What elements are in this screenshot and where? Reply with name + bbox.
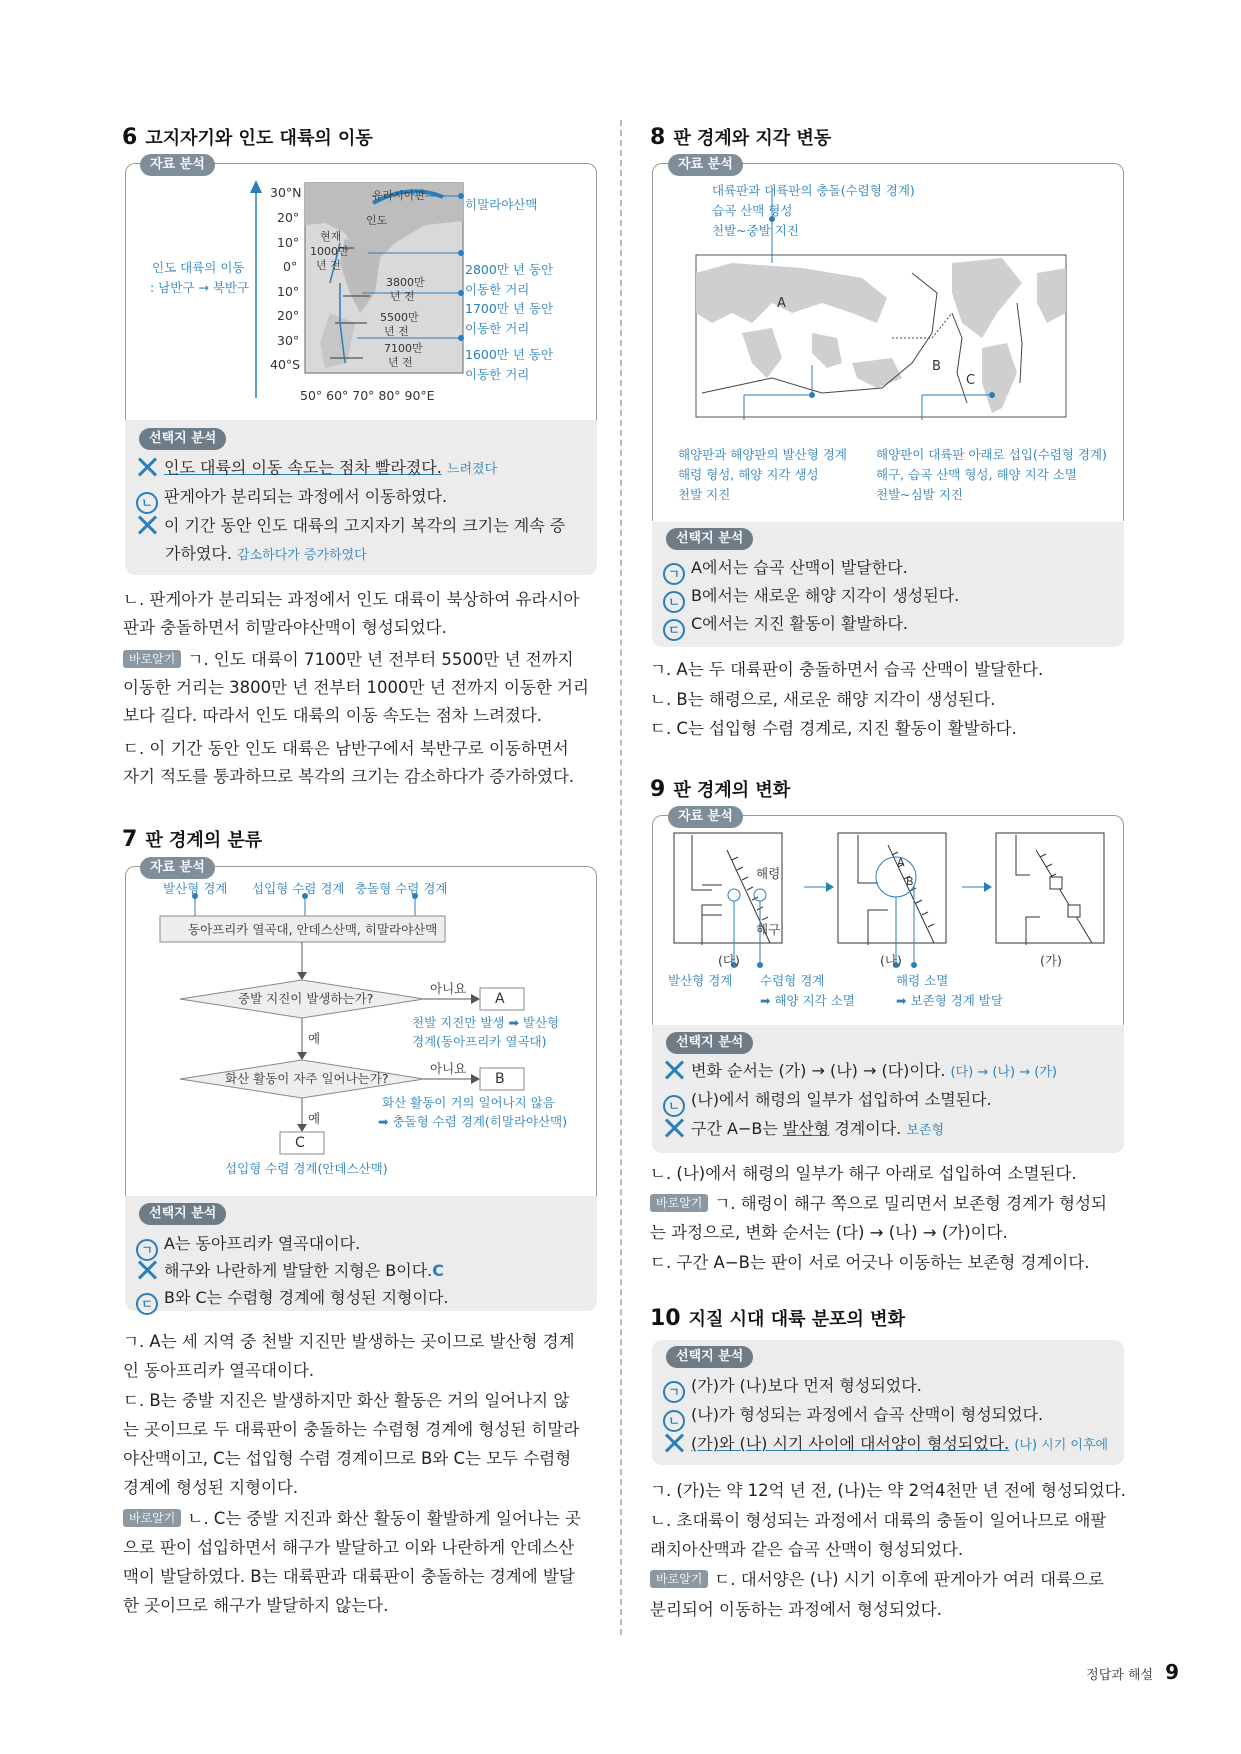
circle-mark-icon: ㄷ: [136, 1293, 158, 1315]
right-note: 2800만 년 동안: [465, 262, 554, 277]
option-item: ㄴ 판게아가 분리되는 과정에서 이동하였다.: [136, 484, 447, 514]
map-point-B: B: [932, 359, 941, 374]
section-title-text: 고지자기와 인도 대륙의 이동: [145, 128, 373, 149]
section-8-title: [650, 124, 831, 150]
option-item: ㄱ A는 동아프리카 열곡대이다.: [136, 1231, 360, 1261]
figure-note: ➡ 해양 지각 소멸: [760, 993, 855, 1008]
left-note: : 남반구 → 북반구: [150, 280, 250, 295]
lat-label: 30°: [277, 333, 300, 348]
section-title-text: 판 경계와 지각 변동: [673, 128, 832, 149]
section-9-title: [650, 776, 790, 802]
explanation: 이동한 거리는 3800만 년 전부터 1000만 년 전까지 이동한 거리: [123, 678, 589, 697]
option-item: ㄱ A에서는 습곡 산맥이 발달한다.: [663, 555, 908, 585]
right-note: 1600만 년 동안: [465, 347, 554, 362]
x-mark-icon: [663, 1432, 685, 1454]
trench-label: 해구: [756, 922, 781, 937]
explanation: 으로 판이 섭입하면서 해구가 발달하고 이와 나란하게 안데스산: [123, 1538, 575, 1557]
map-point-C: C: [966, 373, 976, 388]
explanation: 분리되어 이동하는 과정에서 형성되었다.: [650, 1600, 942, 1619]
explanation: 인 동아프리카 열곡대이다.: [123, 1361, 315, 1380]
map-note: 습곡 산맥 형성: [712, 203, 793, 218]
circle-mark-icon: ㄱ: [136, 1239, 158, 1261]
option-item: ㄴ (나)가 형성되는 과정에서 습곡 산맥이 형성되었다.: [663, 1402, 1043, 1432]
x-mark-icon: [136, 514, 158, 536]
explanation: 맥이 발달하였다. B는 대륙판과 대륙판이 충돌하는 경계에 발달: [123, 1567, 575, 1586]
flow-note: 천발 지진만 발생 ➡ 발산형: [412, 1015, 560, 1030]
right-note: 1700만 년 동안: [465, 301, 554, 316]
option-item: (가)와 (나) 시기 사이에 대서양이 형성되었다. (나) 시기 이후에: [663, 1431, 1108, 1459]
panel-label: (나): [880, 953, 902, 968]
lat-label: 20°: [277, 210, 300, 225]
lat-label: 0°: [283, 259, 298, 274]
explanation: ㄱ. (가)는 약 12억 년 전, (나)는 약 2억4천만 년 전에 형성되었다.: [650, 1481, 1126, 1500]
x-mark-icon: [136, 1259, 158, 1281]
explanation: ㄷ. C는 섭입형 수렴 경계로, 지진 활동이 활발하다.: [650, 719, 1017, 738]
circle-mark-icon: ㄴ: [663, 591, 685, 613]
map-point-A: A: [777, 296, 786, 311]
explanation: ㄴ. 판게아가 분리되는 과정에서 인도 대륙이 북상하여 유라시아: [123, 590, 580, 609]
circle-mark-icon: ㄴ: [136, 492, 158, 514]
x-mark-icon: [136, 456, 158, 478]
explanation: 는 과정으로, 변화 순서는 (다) → (나) → (가)이다.: [650, 1223, 1008, 1242]
section-number: 7: [122, 827, 138, 852]
lon-labels: 50° 60° 70° 80° 90°E: [300, 388, 435, 403]
section-title-text: 판 경계의 분류: [145, 830, 263, 851]
circle-mark-icon: ㄱ: [663, 563, 685, 585]
option-item: ㄷ C에서는 지진 활동이 활발하다.: [663, 611, 908, 641]
option-item: 이 기간 동안 인도 대륙의 고지자기 복각의 크기는 계속 증: [136, 513, 565, 539]
section-number: 6: [122, 125, 138, 150]
section-number: 10: [650, 1306, 681, 1331]
lat-label: 30°N: [270, 185, 302, 200]
explanation: 보다 길다. 따라서 인도 대륙의 이동 속도는 점차 느려졌다.: [123, 706, 543, 725]
flow-yes: 예: [308, 1031, 321, 1046]
flow-note: ➡ 충돌형 수렴 경계(히말라야산맥): [378, 1114, 568, 1129]
option-item: 변화 순서는 (가) → (나) → (다)이다. (다) → (나) → (가): [663, 1058, 1057, 1086]
map-label-eurasia: 유라시아판: [372, 189, 426, 202]
map-note: 해양판이 대륙판 아래로 섭입(수렴형 경계): [876, 447, 1107, 462]
correction-badge: 바로알기: [123, 650, 181, 668]
lat-label: 10°: [277, 284, 300, 299]
flow-result-C: C: [295, 1135, 305, 1151]
right-note: 이동한 거리: [465, 367, 530, 382]
right-note: 이동한 거리: [465, 282, 530, 297]
ridge-label: 해령: [756, 866, 781, 881]
flow-note: 경계(동아프리카 열곡대): [412, 1034, 547, 1049]
panel-label: (다): [718, 953, 740, 968]
page-footer: [1086, 1660, 1179, 1684]
map-label-yr: 년 전: [388, 356, 413, 369]
correction-badge: 바로알기: [123, 1509, 181, 1527]
flow-top-box: 동아프리카 열곡대, 안데스산맥, 히말라야산맥: [188, 922, 438, 937]
explanation: ㄷ. B는 중발 지진은 발생하지만 화산 활동은 거의 일어나지 않: [123, 1391, 570, 1410]
flow-result-A: A: [495, 991, 505, 1007]
option-item: ㄴ B에서는 새로운 해양 지각이 생성된다.: [663, 583, 959, 613]
option-analysis-tag: 선택지 분석: [666, 1032, 753, 1054]
flow-yes: 예: [308, 1111, 321, 1126]
explanation: ㄱ. A는 세 지역 중 천발 지진만 발생하는 곳이므로 발산형 경계: [123, 1332, 575, 1351]
section-6-title: [122, 124, 373, 150]
explanation: 바로알기 ㄱ. 해령이 해구 쪽으로 밀리면서 보존형 경계가 형성되: [650, 1190, 1107, 1218]
data-analysis-tag: 자료 분석: [140, 154, 215, 176]
option-item: 인도 대륙의 이동 속도는 점차 빨라졌다. 느려졌다: [136, 455, 497, 483]
x-mark-icon: [663, 1117, 685, 1139]
explanation: ㄴ. 초대륙이 형성되는 과정에서 대륙의 충돌이 일어나므로 애팔: [650, 1511, 1107, 1530]
map-label-yr: 년 전: [390, 290, 415, 303]
map-label-india: 인도: [366, 214, 388, 227]
explanation: ㄷ. 구간 A−B는 판이 서로 어긋나 이동하는 보존형 경계이다.: [650, 1253, 1090, 1272]
flow-question-1: 중발 지진이 발생하는가?: [238, 991, 374, 1006]
map-note: 해령 형성, 해양 지각 생성: [678, 467, 819, 482]
footer-label: 정답과 해설: [1086, 1668, 1154, 1683]
flow-top-label: 발산형 경계: [163, 881, 228, 896]
option-analysis-tag: 선택지 분석: [139, 1203, 226, 1225]
explanation: 는 곳이므로 두 대륙판이 충돌하는 수렴형 경계에 형성된 히말라: [123, 1420, 580, 1439]
boundary-change-figure: [652, 815, 1122, 1025]
map-note: 대륙판과 대륙판의 충돌(수렴형 경계): [712, 183, 915, 198]
correction-badge: 바로알기: [650, 1194, 708, 1212]
section-number: 9: [650, 777, 666, 802]
flow-no: 아니요: [430, 1061, 467, 1076]
explanation: ㄷ. 이 기간 동안 인도 대륙은 남반구에서 북반구로 이동하면서: [123, 739, 569, 758]
page-number: 9: [1165, 1660, 1179, 1684]
explanation: 바로알기 ㄴ. C는 중발 지진과 화산 활동이 활발하게 일어나는 곳: [123, 1505, 581, 1533]
map-label-7100: 7100만: [384, 342, 423, 355]
explanation: 자기 적도를 통과하므로 복각의 크기는 감소하다가 증가하였다.: [123, 767, 575, 786]
right-note: 이동한 거리: [465, 321, 530, 336]
explanation: 래치아산맥과 같은 습곡 산맥이 형성되었다.: [650, 1540, 964, 1559]
option-analysis-tag: 선택지 분석: [666, 528, 753, 550]
flow-result-B: B: [495, 1071, 505, 1087]
option-item: ㄷ B와 C는 수렴형 경계에 형성된 지형이다.: [136, 1285, 449, 1315]
figure-note: ➡ 보존형 경계 발달: [896, 993, 1003, 1008]
explanation: 바로알기 ㄱ. 인도 대륙이 7100만 년 전부터 5500만 년 전까지: [123, 646, 574, 674]
lat-label: 40°S: [270, 357, 301, 372]
flow-no: 아니요: [430, 981, 467, 996]
map-note: 해양판과 해양판의 발산형 경계: [678, 447, 847, 462]
option-item: ㄴ (나)에서 해령의 일부가 섭입하여 소멸된다.: [663, 1087, 992, 1117]
explanation: 한 곳이므로 해구가 발달하지 않는다.: [123, 1596, 389, 1615]
map-label-1000: 1000만: [310, 245, 349, 258]
data-analysis-tag: 자료 분석: [668, 806, 743, 828]
data-analysis-tag: 자료 분석: [140, 857, 215, 879]
section-10-title: [650, 1305, 905, 1331]
explanation: 바로알기 ㄷ. 대서양은 (나) 시기 이후에 판게아가 여러 대륙으로: [650, 1566, 1104, 1594]
option-analysis-tag: 선택지 분석: [139, 428, 226, 450]
explanation: ㄱ. A는 두 대륙판이 충돌하면서 습곡 산맥이 발달한다.: [650, 660, 1044, 679]
flow-note: 섭입형 수렴 경계(안데스산맥): [225, 1161, 388, 1176]
figure-note: 해령 소멸: [896, 973, 949, 988]
map-label-yr: 년 전: [316, 259, 341, 272]
right-note: 히말라야산맥: [465, 197, 538, 212]
lat-label: 10°: [277, 235, 300, 250]
section-title-text: 판 경계의 변화: [673, 780, 791, 801]
flow-note: 화산 활동이 거의 일어나지 않음: [382, 1095, 555, 1110]
explanation: ㄴ. B는 해령으로, 새로운 해양 지각이 생성된다.: [650, 690, 996, 709]
map-note: 해구, 습곡 산맥 형성, 해양 지각 소멸: [876, 467, 1077, 482]
explanation: 경계에 형성된 지형이다.: [123, 1478, 299, 1497]
explanation: ㄴ. (나)에서 해령의 일부가 해구 아래로 섭입하여 소멸된다.: [650, 1164, 1077, 1183]
section-7-title: [122, 826, 262, 852]
option-analysis-tag: 선택지 분석: [666, 1346, 753, 1368]
map-note: 천발~심발 지진: [876, 487, 963, 502]
x-mark-icon: [663, 1059, 685, 1081]
option-item: ㄱ (가)가 (나)보다 먼저 형성되었다.: [663, 1373, 922, 1403]
correction-badge: 바로알기: [650, 1570, 708, 1588]
point-B: B: [906, 875, 914, 888]
explanation: 판과 충돌하면서 히말라야산맥이 형성되었다.: [123, 618, 447, 637]
map-label-yr: 년 전: [384, 325, 409, 338]
point-A: A: [897, 856, 905, 869]
map-label-3800: 3800만: [386, 276, 425, 289]
map-note: 천발~중발 지진: [712, 223, 799, 238]
circle-mark-icon: ㄴ: [663, 1095, 685, 1117]
section-number: 8: [650, 125, 666, 150]
left-note: 인도 대륙의 이동: [152, 260, 245, 275]
circle-mark-icon: ㄷ: [663, 619, 685, 641]
map-note: 천발 지진: [678, 487, 731, 502]
option-item-cont: 가하였다. 감소하다가 증가하였다: [165, 544, 367, 563]
explanation: 야산맥이고, C는 섭입형 수렴 경계이므로 B와 C는 모두 수렴형: [123, 1449, 572, 1468]
flow-top-label: 충돌형 수렴 경계: [355, 881, 448, 896]
circle-mark-icon: ㄴ: [663, 1410, 685, 1432]
option-item: 구간 A−B는 발산형 경계이다. 보존형: [663, 1116, 944, 1144]
lat-label: 20°: [277, 308, 300, 323]
map-label-now: 현재: [320, 230, 342, 243]
flow-question-2: 화산 활동이 자주 일어나는가?: [225, 1071, 389, 1086]
data-analysis-tag: 자료 분석: [668, 154, 743, 176]
circle-mark-icon: ㄱ: [663, 1381, 685, 1403]
map-label-5500: 5500만: [380, 311, 419, 324]
column-divider: [620, 120, 622, 1635]
figure-note: 발산형 경계: [668, 973, 733, 988]
option-item: 해구와 나란하게 발달한 지형은 B이다.C: [136, 1258, 444, 1284]
section-title-text: 지질 시대 대륙 분포의 변화: [688, 1309, 905, 1330]
panel-label: (가): [1040, 953, 1062, 968]
flow-top-label: 섭입형 수렴 경계: [252, 881, 345, 896]
figure-note: 수렴형 경계: [760, 973, 825, 988]
